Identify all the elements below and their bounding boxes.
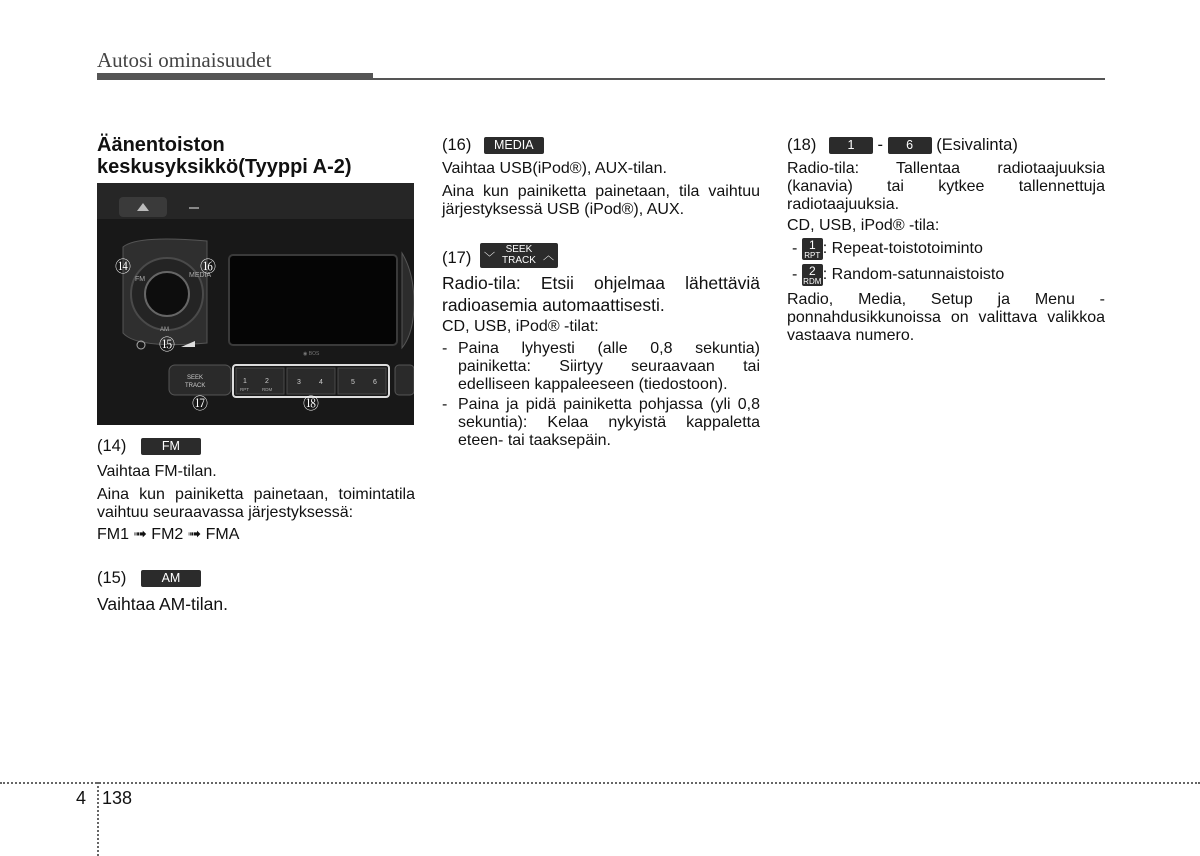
preset-2-tag: RDM [262,387,273,392]
track-label: TRACK [501,255,536,266]
footer-vertical-rule [97,782,99,856]
item16-line2: Aina kun painiketta painetaan, tila vaihtuu järjestyksessä USB (iPod®), AUX. [442,183,760,218]
callout-16: ⑯ [200,257,217,276]
item17-number: (17) [442,249,472,267]
rdm-button: 2 RDM [803,264,822,286]
item18-line2: CD, USB, iPod® -tila: [787,217,940,234]
panel-seek-label: SEEK [187,375,204,381]
page-number: 138 [102,788,133,808]
item15-number: (15) [97,569,127,587]
item15-heading [97,569,201,588]
header-rule-thick [97,73,373,80]
callout-18: ⑱ [303,394,320,413]
item18-dash: - [877,136,884,154]
item18-heading [787,136,1018,155]
panel-track-label: TRACK [185,383,206,389]
item18-number: (18) [787,136,817,154]
preset-1-tag: RPT [240,387,249,392]
panel-am-label: AM [160,327,169,333]
item17-heading [442,243,558,268]
item14-line1: Vaihtaa FM-tilan. [97,463,217,480]
preset-6-button-label: 6 [888,137,932,154]
item14-line2: Aina kun painiketta painetaan, toimintatila vaihtuu seuraavassa järjestyksessä: [97,486,415,521]
footer-rule [0,782,1200,784]
item17-line1: Radio-tila: Etsii ohjelmaa lähettäviä radioasemia automaattisesti. [442,273,760,315]
item14-heading [97,437,201,456]
item15-line1: Vaihtaa AM-tilan. [97,594,228,614]
item18-bullet-1-text: : Repeat-toistotoiminto [822,240,983,258]
media-button-label: MEDIA [484,137,544,154]
item18-bullet-2: - 2 RDM : Random-satunnaistoisto [792,264,1005,286]
preset-2-label: 2 [265,378,269,385]
item14-sequence: FM1 ➟ FM2 ➟ FMA [97,526,240,543]
item17-bullets [442,340,760,450]
preset-6-label: 6 [373,379,377,386]
list-item: - Paina lyhyesti (alle 0,8 sekuntia) painiketta: Siirtyy seuraavaan tai edelliseen kappaleeseen (tiedostoon). [442,340,760,394]
item18-suffix: (Esivalinta) [936,136,1018,154]
item14-number: (14) [97,437,127,455]
am-button-label: AM [141,570,201,587]
preset-5-label: 5 [351,379,355,386]
panel-fm-label: FM [135,276,146,283]
rpt-button: 1 RPT [802,238,823,260]
preset-4-label: 4 [319,379,323,386]
item18-bullet-1: - 1 RPT : Repeat-toistotoiminto [792,238,983,260]
item17-line2: CD, USB, iPod® -tilat: [442,318,599,335]
running-header: Autosi ominaisuudet [97,48,272,72]
preset-1-label: 1 [243,378,247,385]
callout-14: ⑭ [115,257,132,276]
callout-15: ⑮ [159,335,176,354]
item16-heading [442,136,544,155]
head-unit-photo [97,183,414,425]
chapter-number: 4 [76,788,87,808]
item16-line1: Vaihtaa USB(iPod®), AUX-tilan. [442,160,667,177]
callout-17: ⑰ [192,394,209,413]
item18-line1: Radio-tila: Tallentaa radiotaajuuksia (kanavia) tai kytkee tallennettuja radiotaajuuksia. [787,160,1105,213]
chevron-down-icon: ﹀ [483,252,495,264]
item16-number: (16) [442,136,472,154]
chevron-up-icon: ︿ [542,250,554,262]
seek-label: SEEK [505,244,533,255]
preset-3-label: 3 [297,379,301,386]
preset-1-button-label: 1 [829,137,873,154]
fm-button-label: FM [141,438,201,455]
item18-bullet-2-text: : Random-satunnaistoisto [822,266,1005,284]
section-title: Äänentoiston keskusyksikkö(Tyyppi A-2) [97,134,352,178]
svg-text:◉ BOS: ◉ BOS [303,351,320,357]
header-rule-thin [373,78,1105,80]
seek-track-button [480,243,558,268]
item18-line3: Radio, Media, Setup ja Menu -ponnahdusikkunoissa on valittava valikkoa vastaava numero. [787,291,1105,344]
panel-media-label: MEDIA [189,272,212,279]
list-item: - Paina ja pidä painiketta pohjassa (yli 0,8 sekuntia): Kelaa nykyistä kappaletta eteen- tai taaksepäin. [442,396,760,450]
